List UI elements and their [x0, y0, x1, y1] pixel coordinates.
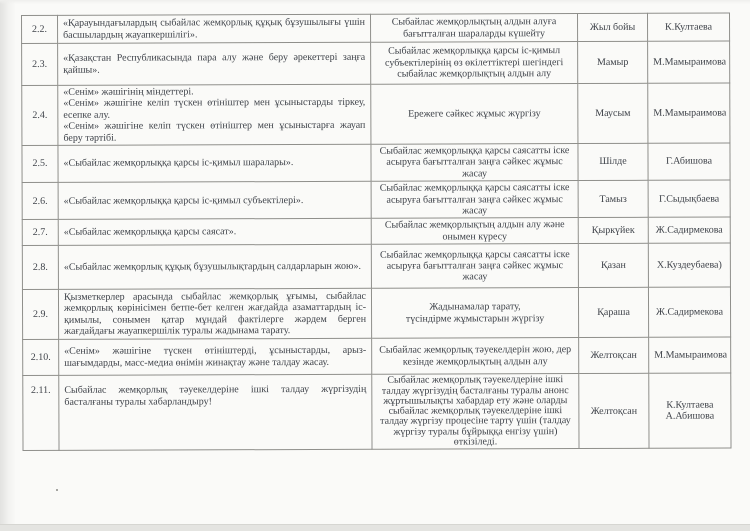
topic-cell: «Сыбайлас жемқорлық құқық бұзушылықтардың салдарларын жою».	[58, 245, 371, 290]
responsible-cell: Х.Куздеубаева)	[648, 243, 730, 287]
measure-cell: Сыбайлас жемқорлыққа қарсы саясатты іске асыруға бағытталған заңға сәйкес жұмыс жасау	[371, 181, 578, 219]
measure-cell: Сыбайлас жемқорлықтың алдын алу және онымен күресу	[371, 218, 578, 245]
table-row	[22, 180, 730, 220]
month-cell: Шілде	[578, 143, 648, 180]
table-row	[23, 337, 731, 375]
responsible-cell: К.Култаева	[647, 13, 729, 41]
item-number-cell: 2.2.	[22, 15, 58, 43]
responsible-cell: Г.Абишова	[648, 143, 730, 181]
anticorruption-plan-table	[21, 13, 732, 452]
scan-speck-artifact	[56, 489, 58, 491]
item-number-cell: 2.6.	[22, 183, 58, 220]
month-cell: Қазан	[578, 244, 648, 288]
table-row	[22, 217, 730, 245]
responsible-cell: Г.Сыдықбаева	[648, 180, 730, 218]
month-cell: Қараша	[578, 288, 648, 338]
item-number-cell: 2.5.	[22, 145, 58, 182]
responsible-cell: Ж.Садирмекова	[648, 217, 730, 243]
responsible-cell: М.Мамыраимова	[649, 337, 731, 373]
item-number-cell: 2.10.	[23, 340, 59, 376]
measure-cell: Жадынамалар тарату, түсіндірме жұмыстарын жүргізу	[371, 288, 578, 339]
topic-cell: «Сыбайлас жемқорлыққа қарсы саясат».	[58, 219, 371, 246]
table-row	[22, 41, 730, 85]
measure-cell: Сыбайлас жемқорлық тәуекелдеріне ішкі талдау жүргізудің басталғаны туралы анонс жұртышылықты хабардар ету және оларды сыбайлас жемқорлық тәуекелдеріне ішкі талдау жүргізу процесіне тарту үшін (талдау жүргізу туралы бұйрыққа енгізу үшін) өткізіледі.	[372, 374, 579, 450]
table-row	[22, 13, 730, 43]
month-cell: Қыркүйек	[578, 218, 648, 244]
measure-cell: Сыбайлас жемқорлыққа қарсы саясатты іске асыруға бағытталған заңға сәйкес жұмыс жасау	[371, 244, 578, 289]
scan-edge-shadow-left	[0, 0, 16, 531]
item-number-cell: 2.11.	[23, 376, 59, 451]
table-row	[23, 373, 731, 451]
month-cell: Мамыр	[578, 41, 648, 83]
topic-cell: «Сенім» жәшігіне түскен өтініштерді, ұсыныстарды, арыз-шағымдарды, масс-медиа өнімін жинақтау және талдау жасау.	[59, 339, 372, 376]
responsible-cell: К.Култаева А.Абишова	[649, 373, 731, 448]
responsible-cell: М.Мамыраимова	[648, 83, 730, 143]
topic-cell: «Сенім» жәшігінің міндеттері. «Сенім» жәшігіне келіп түскен өтініштер мен ұсыныстарды тіркеу, есепке алу. «Сенім» жәшігіне келіп түскен өтініштер мен ұсыныстарға жауап беру тәртібі.	[58, 84, 371, 145]
measure-cell: Сыбайлас жемқорлыққа қарсы саясатты іске асыруға бағытталған заңға сәйкес жұмыс жасау	[371, 144, 578, 182]
table-row	[22, 143, 730, 183]
month-cell: Маусым	[578, 83, 648, 143]
measure-cell: Сыбайлас жемқорлық тәуекелдерін жою, дер кезінде жемқорлықтың алдын алу	[372, 338, 579, 375]
item-number-cell: 2.7.	[22, 220, 58, 246]
responsible-cell: М.Мамыраимова	[648, 41, 730, 83]
topic-cell: Қызметкерлер арасында сыбайлас жемқорлық ұғымы, сыбайлас жемқорлық көрінісімен бетпе-бет келген жағдайда азаматтардың іс-қимылы, сонымен қатар мұндай фактілерге жәрдем берген жағдайдағы жауапкершілік туралы жадынама тарату.	[58, 289, 371, 340]
table-row	[22, 243, 730, 289]
topic-cell: Сыбайлас жемқорлық тәуекелдеріне ішкі талдау жүргізудің басталғаны туралы хабарландыру!	[59, 375, 372, 451]
item-number-cell: 2.3.	[22, 43, 58, 85]
topic-cell: «Қазақстан Республикасында пара алу және беру әрекеттері заңға қайшы».	[58, 42, 371, 85]
scan-edge-shadow-top	[0, 0, 750, 4]
measure-cell: Сыбайлас жемқорлыққа қарсы іс-қимыл субъектілерінің өз өкілеттіктері шегіндегі сыбайлас жемқорлықтың алдын алу	[371, 42, 578, 85]
item-number-cell: 2.9.	[22, 290, 58, 340]
month-cell: Жыл бойы	[577, 13, 647, 41]
measure-cell: Сыбайлас жемқорлықтың алдын алуға бағытталған шараларды күшейту	[370, 14, 577, 43]
topic-cell: «Қарауындағылардың сыбайлас жемқорлық құқық бұзушылығы үшін басшылардың жауапкершілігі».	[58, 14, 371, 43]
item-number-cell: 2.8.	[22, 246, 58, 290]
responsible-cell: Ж.Садирмекова	[648, 287, 730, 337]
plan-table-body	[22, 13, 732, 451]
item-number-cell: 2.4.	[22, 85, 58, 145]
topic-cell: «Сыбайлас жемқорлыққа қарсы іс-қимыл шаралары».	[58, 144, 371, 182]
table-row	[22, 287, 730, 339]
month-cell: Тамыз	[578, 181, 648, 218]
month-cell: Желтоқсан	[579, 338, 649, 374]
measure-cell: Ережеге сәйкес жұмыс жүргізу	[371, 84, 578, 145]
table-row	[22, 83, 730, 146]
topic-cell: «Сыбайлас жемқорлыққа қарсы іс-қимыл субъектілері».	[58, 182, 371, 220]
scan-edge-shadow-bottom	[0, 524, 750, 531]
month-cell: Желтоқсан	[579, 374, 649, 449]
